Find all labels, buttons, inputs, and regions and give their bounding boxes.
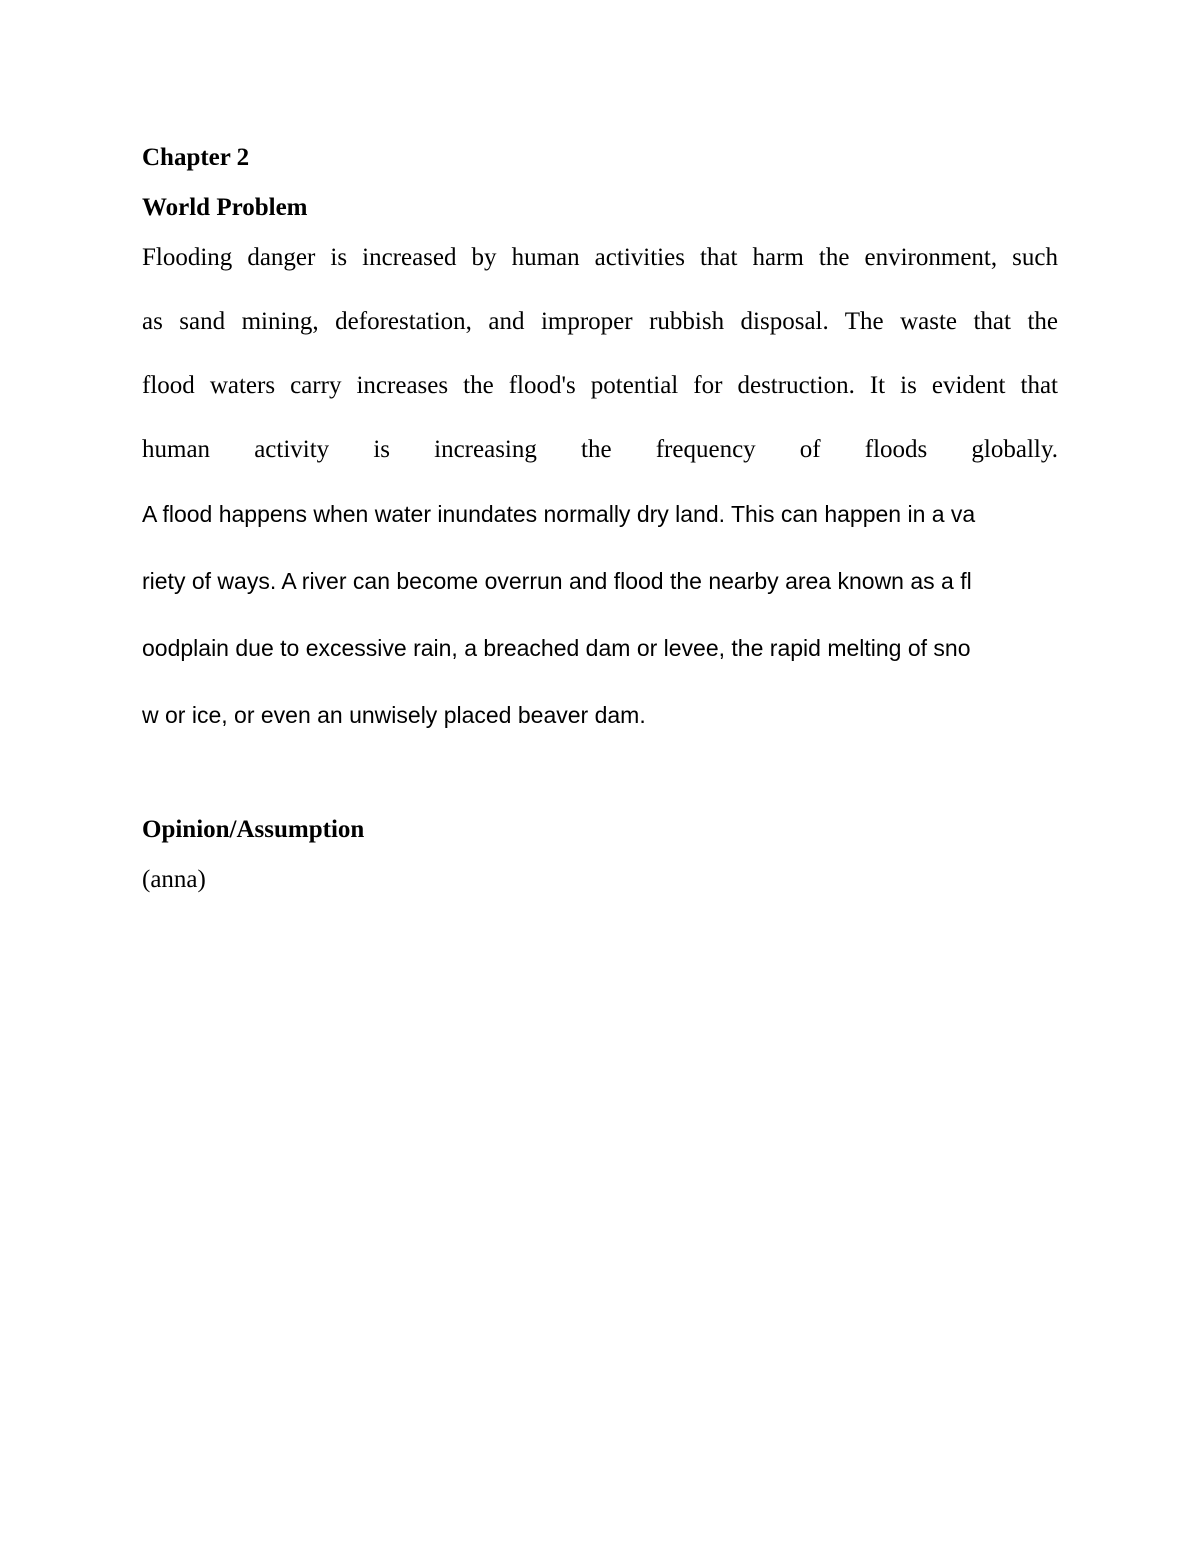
document-body: [142, 140, 1058, 762]
paragraph-serif: [142, 238, 1058, 494]
chapter-title: Chapter 2: [142, 144, 250, 171]
opinion-author: (anna): [142, 866, 206, 893]
paragraph-line: flood waters carry increases the flood's potential for destruction. It is evident that: [142, 372, 1058, 399]
paragraph-sans: [142, 494, 1058, 762]
paragraph-line: w or ice, or even an unwisely placed beaver dam.: [142, 702, 646, 728]
paragraph-line: oodplain due to excessive rain, a breached dam or levee, the rapid melting of sno: [142, 635, 971, 661]
paragraph-line: riety of ways. A river can become overrun and flood the nearby area known as a fl: [142, 568, 972, 594]
paragraph-line: Flooding danger is increased by human activities that harm the environment, such: [142, 244, 1058, 271]
section-title-opinion: Opinion/Assumption: [142, 816, 365, 843]
paragraph-line: human activity is increasing the frequency of floods globally.: [142, 436, 1058, 463]
paragraph-line: as sand mining, deforestation, and improper rubbish disposal. The waste that the: [142, 308, 1058, 335]
section-title-world-problem: World Problem: [142, 194, 308, 221]
paragraph-line: A flood happens when water inundates normally dry land. This can happen in a va: [142, 501, 976, 527]
